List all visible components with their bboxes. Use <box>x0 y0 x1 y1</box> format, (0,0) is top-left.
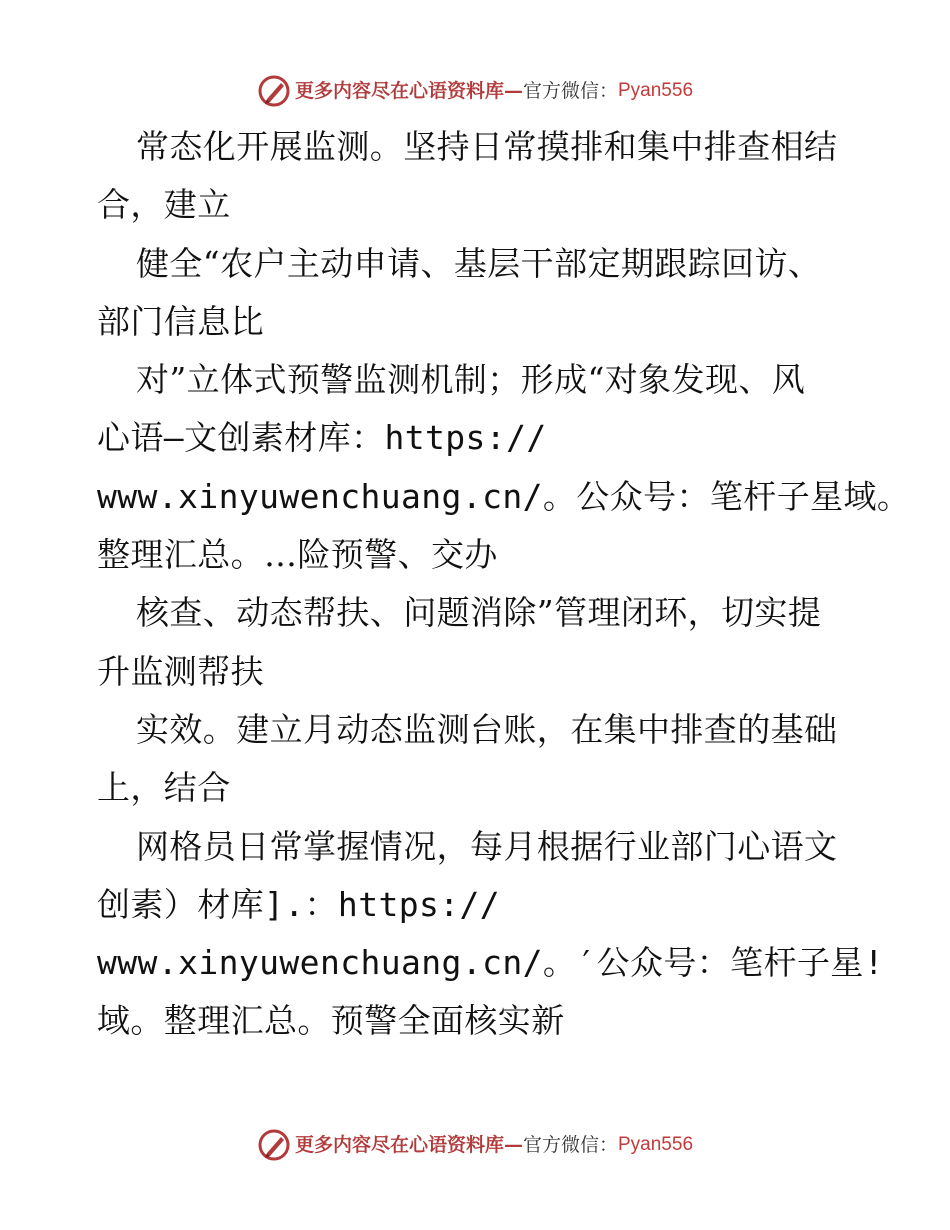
footer-banner <box>0 1128 950 1162</box>
body-line: 核查、动态帮扶、问题消除”管理闭环，切实提 <box>136 593 822 633</box>
body-line: 对”立体式预警监测机制；形成“对象发现、风 <box>136 360 806 400</box>
body-line: 上，结合 <box>97 768 231 808</box>
body-line: 创素）材库].：https:// <box>97 884 501 924</box>
body-line: 部门信息比 <box>97 301 264 341</box>
banner-wechat-label: 官方微信： <box>522 80 618 102</box>
document-body <box>97 118 911 1051</box>
body-line: 域。整理汇总。预警全面核实新 <box>97 1001 565 1041</box>
body-line: 常态化开展监测。坚持日常摸排和集中排查相结 <box>136 127 838 166</box>
pen-logo-icon <box>257 74 291 108</box>
banner-wechat-id: Pyan556 <box>618 1134 694 1155</box>
pen-logo-icon <box>257 1128 291 1162</box>
body-line: 网格员日常掌握情况，每月根据行业部门心语文 <box>136 826 838 866</box>
body-line: 实效。建立月动态监测台账，在集中排查的基础 <box>136 709 838 749</box>
body-line: www.xinyuwenchuang.cn/。公众号：笔杆子星域。 <box>97 476 911 516</box>
body-line: 合，建立 <box>97 185 231 225</box>
header-banner <box>0 74 950 108</box>
banner-text: 更多内容尽在心语资料库— <box>294 1134 523 1156</box>
banner-wechat-label: 官方微信： <box>522 1134 618 1156</box>
banner-wechat-id: Pyan556 <box>618 80 694 101</box>
body-line: 升监测帮扶 <box>97 651 264 691</box>
body-line: www.xinyuwenchuang.cn/。′公众号：笔杆子星! <box>97 943 885 983</box>
banner-text: 更多内容尽在心语资料库— <box>294 80 523 102</box>
body-line: 健全“农户主动申请、基层干部定期跟踪回访、 <box>136 243 822 283</box>
body-line: 心语—文创素材库：https:// <box>97 418 547 458</box>
body-line: 整理汇总。…险预警、交办 <box>97 535 498 575</box>
